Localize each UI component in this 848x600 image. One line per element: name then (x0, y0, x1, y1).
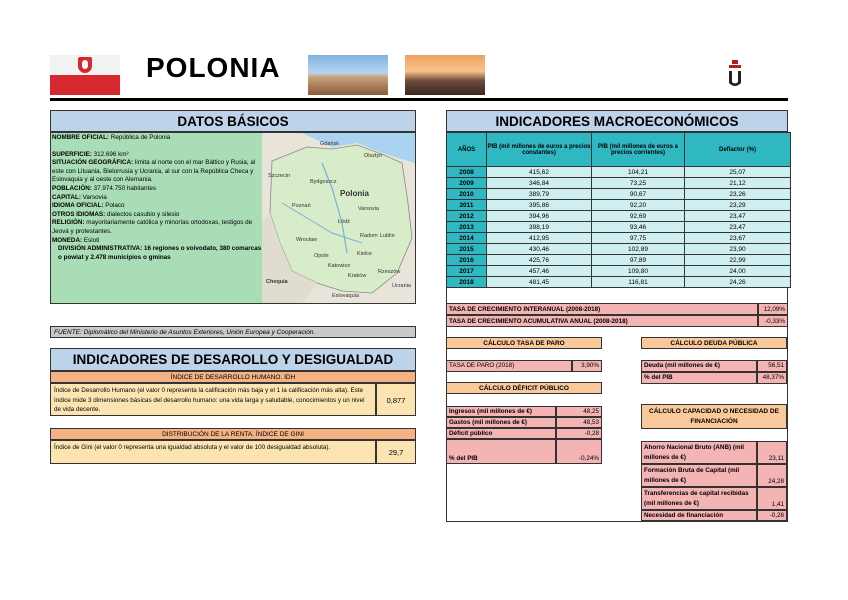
year-cell: 2018 (447, 277, 487, 288)
basic-line: CAPITAL: Varsovia (52, 193, 107, 201)
col-header: PIB (mil millones de euros a precios constantes) (487, 133, 592, 167)
header-rule (50, 98, 788, 101)
col-header: PIB (mil millones de euros a precios corrientes) (592, 133, 685, 167)
financiacion-value: 23,11 (757, 441, 787, 464)
map-label: Wrocław (296, 237, 317, 243)
deficit-value: 48,53 (556, 417, 602, 428)
value-cell: 23,90 (685, 244, 791, 255)
value-cell: 23,47 (685, 222, 791, 233)
map-label: Lublin (380, 233, 395, 239)
gini-description: Índice de Gini (el valor 0 representa una igualdad absoluta y el valor de 100 desigualdad absoluta). (50, 440, 376, 464)
table-row (447, 244, 791, 255)
year-cell: 2012 (447, 211, 487, 222)
basic-line: NOMBRE OFICIAL: República de Polonia (52, 134, 171, 141)
value-cell: 415,62 (487, 167, 592, 178)
map-label: Poznań (292, 203, 311, 209)
map-label: Polonia (340, 189, 369, 198)
table-row (447, 178, 791, 189)
value-cell: 93,46 (592, 222, 685, 233)
financiacion-label: Ahorro Nacional Bruto (ANB) (mil millones de €) (641, 441, 757, 464)
value-cell: 25,07 (685, 167, 791, 178)
financiacion-value: 1,41 (757, 487, 787, 510)
table-row (447, 255, 791, 266)
financiacion-title: CÁLCULO CAPACIDAD O NECESIDAD DE FINANCIACIÓN (641, 404, 787, 429)
value-cell: 90,67 (592, 189, 685, 200)
value-cell: 412,95 (487, 233, 592, 244)
map-label: Kielce (357, 251, 372, 257)
table-row (447, 266, 791, 277)
deficit-label: Gastos (mil millones de €) (446, 417, 556, 428)
map-label: Kraków (348, 273, 367, 279)
value-cell: 109,80 (592, 266, 685, 277)
idh-value: 0,877 (376, 383, 416, 416)
basic-data-header: DATOS BÁSICOS (50, 110, 416, 132)
map-label: Bydgoszcz (310, 179, 337, 185)
year-cell: 2015 (447, 244, 487, 255)
map-label: Opole (314, 253, 329, 259)
value-cell: 389,79 (487, 189, 592, 200)
deficit-value: 48,25 (556, 406, 602, 417)
macro-table (446, 132, 791, 288)
warsaw-photo (308, 55, 388, 95)
value-cell: 104,21 (592, 167, 685, 178)
source-note: FUENTE: Diplomático del Ministerio de Asuntos Exteriores, Unión Europea y Cooperación. (50, 326, 416, 338)
deficit-label: Ingresos (mil millones de €) (446, 406, 556, 417)
deficit-title: CÁLCULO DÉFICIT PÚBLICO (446, 382, 602, 394)
eagle-emblem-icon (78, 57, 92, 73)
year-cell: 2009 (447, 178, 487, 189)
col-header: Deflactor (%) (685, 133, 791, 167)
table-row (447, 222, 791, 233)
map-label: Chequia (266, 279, 288, 285)
deuda-title: CÁLCULO DEUDA PÚBLICA (641, 337, 787, 349)
year-cell: 2013 (447, 222, 487, 233)
macro-header: INDICADORES MACROECONÓMICOS (446, 110, 788, 132)
value-cell: 481,45 (487, 277, 592, 288)
development-header: INDICADORES DE DESAROLLO Y DESIGUALDAD (50, 348, 416, 371)
value-cell: 395,86 (487, 200, 592, 211)
financiacion-label: Formación Bruta de Capital (mil millones de €) (641, 464, 757, 487)
table-row (447, 277, 791, 288)
map-label: Ucrania (392, 283, 411, 289)
map-label: Olsztyn (364, 153, 383, 159)
basic-line: DIVISIÓN ADMINISTRATIVA: 16 regiones o voivodato, 380 comarcas o powiat y 2.478 municipios o gminas (58, 245, 262, 261)
poland-map (262, 133, 415, 303)
page-title: POLONIA (146, 52, 281, 83)
table-row (447, 200, 791, 211)
idh-title: ÍNDICE DE DESARROLLO HUMANO. IDH (50, 371, 416, 383)
deuda-value: 56,51 (757, 360, 787, 372)
table-row (447, 167, 791, 178)
paro-title: CÁLCULO TASA DE PARO (446, 337, 602, 349)
paro-label: TASA DE PARO (2018) (446, 360, 572, 372)
gini-value: 29,7 (376, 440, 416, 464)
deficit-value: -0,28 (556, 428, 602, 439)
basic-line: MONEDA: Esloti (52, 236, 100, 244)
growth-value: -0,33% (758, 315, 788, 327)
paro-value: 3,90% (572, 360, 602, 372)
col-header: AÑOS (447, 133, 487, 167)
table-row (447, 189, 791, 200)
value-cell: 23,67 (685, 233, 791, 244)
map-label: Radom (360, 233, 378, 239)
value-cell: 398,19 (487, 222, 592, 233)
value-cell: 394,96 (487, 211, 592, 222)
value-cell: 73,25 (592, 178, 685, 189)
growth-label: TASA DE CRECIMIENTO ACUMULATIVA ANUAL (2008-2018) (446, 315, 758, 327)
value-cell: 425,76 (487, 255, 592, 266)
value-cell: 24,26 (685, 277, 791, 288)
poland-flag (50, 55, 120, 95)
value-cell: 116,81 (592, 277, 685, 288)
table-row (447, 211, 791, 222)
financiacion-value: -0,26 (757, 510, 787, 521)
year-cell: 2008 (447, 167, 487, 178)
map-label: Gdańsk (320, 141, 339, 147)
financiacion-label: Necesidad de financiación (641, 510, 757, 521)
value-cell: 97,89 (592, 255, 685, 266)
basic-data-text (52, 134, 262, 262)
deuda-label: % del PIB (641, 372, 757, 384)
map-label: Katowice (328, 263, 351, 269)
value-cell: 346,84 (487, 178, 592, 189)
idh-description: Índice de Desarrollo Humano (el valor 0 representa la calificación más baja y el 1 la calificación más alta). Este índice mide 3 dimensiones básicas del desarrollo humano: una vida larga y saludable, conocimientos y un nivel de vida decente. (50, 383, 376, 416)
basic-line: IDIOMA OFICIAL: Polaco (52, 202, 125, 210)
value-cell: 23,26 (685, 189, 791, 200)
value-cell: 430,46 (487, 244, 592, 255)
deficit-label: % del PIB (446, 439, 556, 464)
growth-label: TASA DE CRECIMIENTO INTERANUAL (2008-2018) (446, 303, 758, 315)
value-cell: 92,20 (592, 200, 685, 211)
year-cell: 2014 (447, 233, 487, 244)
value-cell: 102,89 (592, 244, 685, 255)
year-cell: 2010 (447, 189, 487, 200)
map-label: Eslovaquia (332, 293, 359, 299)
year-cell: 2016 (447, 255, 487, 266)
basic-line: SITUACIÓN GEOGRÁFICA: limita al norte con el mar Báltico y Rusia, al este con Lituania, Bielorrusia y Ucrania, al sur con la República Checa y Eslovaquia y al oeste con Alemania. (52, 159, 256, 184)
deficit-label: Déficit público (446, 428, 556, 439)
basic-line: POBLACIÓN: 37.974.750 habitantes (52, 184, 156, 192)
basic-line: OTROS IDIOMAS: dialectos casubio y silesio (52, 210, 180, 218)
year-cell: 2011 (447, 200, 487, 211)
value-cell: 21,12 (685, 178, 791, 189)
table-row (447, 233, 791, 244)
basic-line: SUPERFICIE: 312.696 km² (52, 150, 129, 158)
value-cell: 97,75 (592, 233, 685, 244)
value-cell: 92,69 (592, 211, 685, 222)
university-crest-icon (726, 60, 744, 90)
year-cell: 2017 (447, 266, 487, 277)
value-cell: 23,47 (685, 211, 791, 222)
map-label: Szczecin (268, 173, 291, 179)
value-cell: 22,99 (685, 255, 791, 266)
value-cell: 24,00 (685, 266, 791, 277)
map-label: Łódź (338, 219, 350, 225)
krakow-photo (405, 55, 485, 95)
deficit-value: -0,24% (556, 439, 602, 464)
deuda-label: Deuda (mil millones de €) (641, 360, 757, 372)
map-label: Varsovia (358, 206, 379, 212)
value-cell: 457,46 (487, 266, 592, 277)
gini-title: DISTRIBUCIÓN DE LA RENTA. ÍNDICE DE GINI (50, 428, 416, 440)
financiacion-value: 24,28 (757, 464, 787, 487)
deuda-value: 48,37% (757, 372, 787, 384)
map-label: Rzeszów (378, 269, 401, 275)
financiacion-label: Transferencias de capital recibidas (mil millones de €) (641, 487, 757, 510)
growth-value: 12,09% (758, 303, 788, 315)
value-cell: 23,29 (685, 200, 791, 211)
map-shape (262, 133, 415, 303)
basic-line: RELIGIÓN: mayoritariamente católica y minorías ortodoxas, testigos de Jeová y protestantes. (52, 219, 253, 235)
